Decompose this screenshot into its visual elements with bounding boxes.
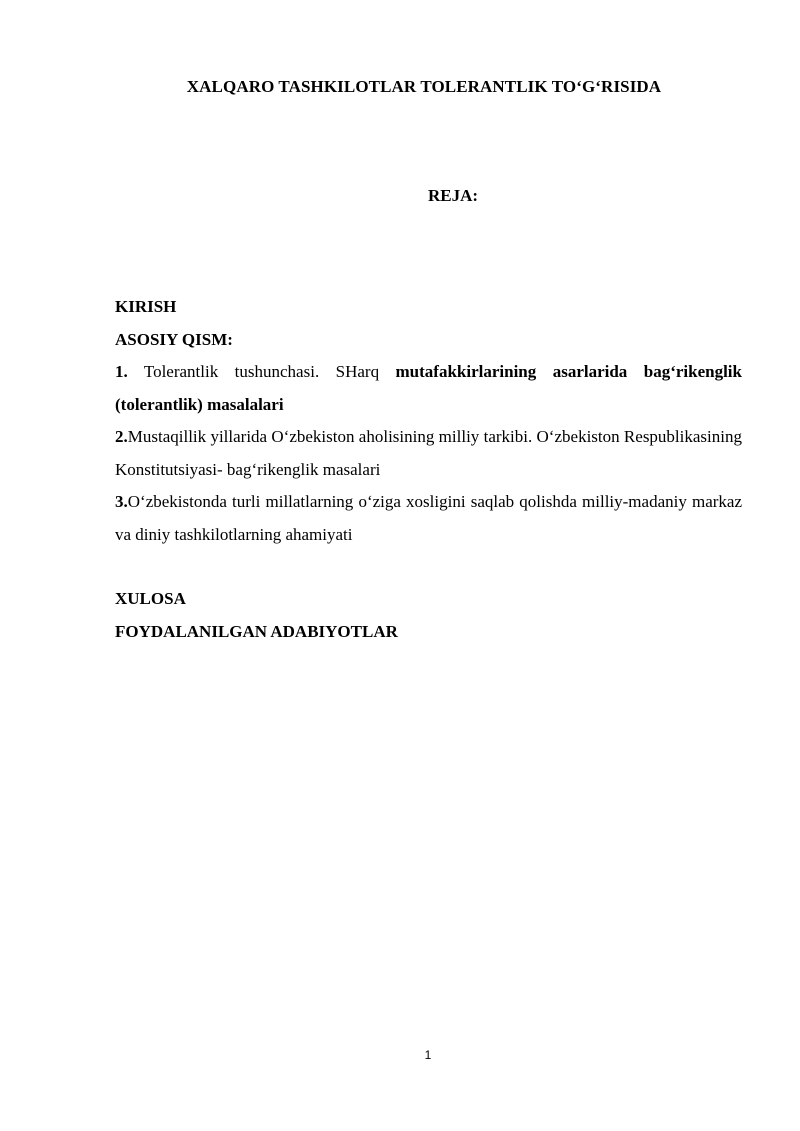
plan-item-number: 2.	[115, 427, 128, 446]
plan-content	[115, 291, 742, 648]
document-title: XALQARO TASHKILOTLAR TOLERANTLIK TO‘G‘RISIDA	[186, 77, 662, 96]
spacer	[115, 551, 742, 583]
page-number: 1	[424, 1048, 432, 1062]
plan-item-text: Tolerantlik tushunchasi. SHarq	[127, 362, 396, 381]
references-heading: FOYDALANILGAN ADABIYOTLAR	[115, 621, 398, 641]
plan-item-3	[115, 486, 742, 551]
intro-heading: KIRISH	[115, 297, 177, 316]
main-part-heading: ASOSIY QISM:	[115, 329, 233, 349]
plan-item-1	[115, 356, 742, 421]
plan-item-text: Mustaqillik yillarida O‘zbekiston aholisining milliy tarkibi. O‘zbekiston Respublikasining Konstitutsiyasi- bag‘rikenglik masalari	[115, 427, 742, 479]
plan-item-text: O‘zbekistonda turli millatlarning o‘ziga xosligini saqlab qolishda milliy-madaniy markaz va diniy tashkilotlarning ahamiyati	[115, 492, 742, 544]
conclusion-heading: XULOSA	[115, 589, 186, 608]
plan-heading: REJA:	[427, 186, 479, 205]
plan-item-number: 1.	[115, 362, 128, 381]
plan-item-bold-text: mutafakkirlarining asarlarida bag‘rikenglik (tolerantlik) masalalari	[115, 362, 742, 414]
plan-item-number: 3.	[115, 492, 128, 511]
plan-item-2	[115, 421, 742, 486]
